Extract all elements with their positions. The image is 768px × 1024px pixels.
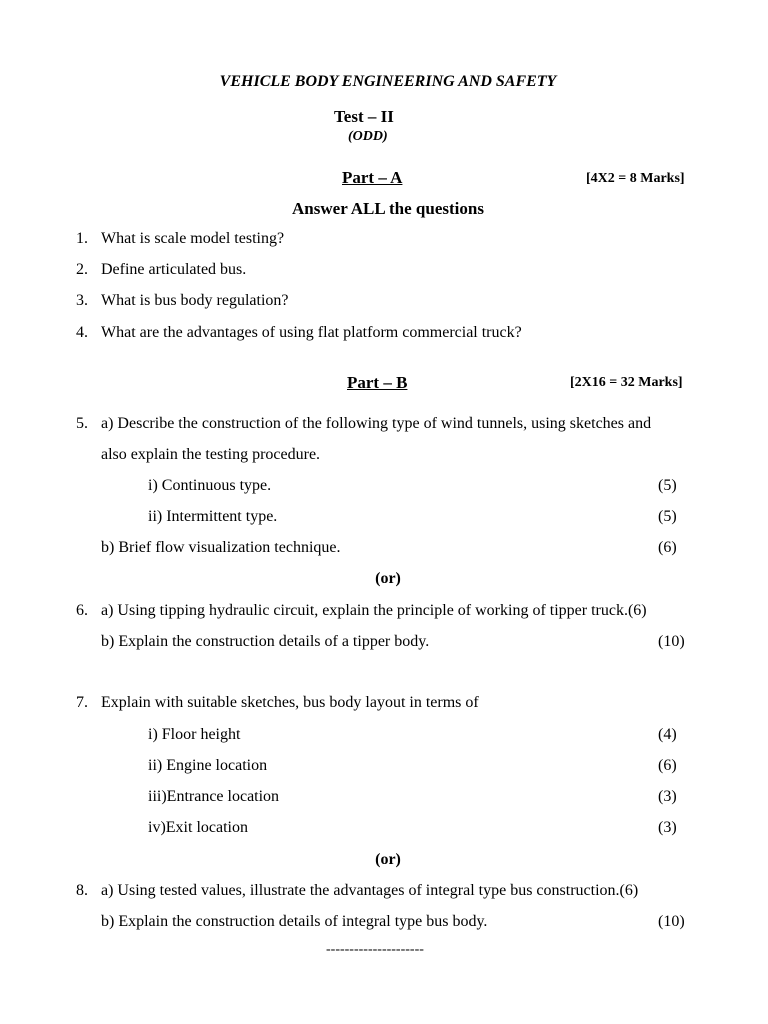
question-number: 7. (76, 694, 88, 711)
or-separator: (or) (375, 851, 401, 868)
end-rule: --------------------- (326, 942, 424, 957)
sub-question: i) Floor height (148, 726, 241, 743)
question-text: a) Using tipping hydraulic circuit, explain the principle of working of tipper truck.(6) (101, 602, 647, 619)
sub-question: ii) Intermittent type. (148, 508, 278, 525)
question-text: also explain the testing procedure. (101, 446, 321, 463)
question-marks: (6) (658, 757, 677, 774)
session-label: (ODD) (348, 129, 388, 144)
question-marks: (4) (658, 726, 677, 743)
question-text: What are the advantages of using flat platform commercial truck? (101, 324, 522, 341)
question-text: a) Using tested values, illustrate the advantages of integral type bus construction.(6) (101, 882, 639, 899)
question-number: 4. (76, 324, 88, 341)
question-number: 2. (76, 261, 88, 278)
question-number: 1. (76, 230, 88, 247)
part-b-heading: Part – B (347, 373, 408, 392)
sub-question: iii)Entrance location (148, 788, 280, 805)
question-marks: (3) (658, 819, 677, 836)
part-a-marks: [4X2 = 8 Marks] (586, 171, 685, 186)
question-text: What is bus body regulation? (101, 292, 289, 309)
question-text: b) Explain the construction details of a tipper body. (101, 633, 430, 650)
part-a-instruction: Answer ALL the questions (292, 199, 484, 218)
sub-question: iv)Exit location (148, 819, 248, 836)
question-number: 8. (76, 882, 88, 899)
part-b-marks: [2X16 = 32 Marks] (570, 375, 683, 390)
question-text: What is scale model testing? (101, 230, 285, 247)
question-marks: (6) (658, 539, 677, 556)
part-a-heading: Part – A (342, 168, 403, 187)
question-marks: (5) (658, 508, 677, 525)
question-marks: (10) (658, 633, 685, 650)
test-label: Test – II (334, 107, 394, 126)
question-marks: (10) (658, 913, 685, 930)
question-text: Explain with suitable sketches, bus body layout in terms of (101, 694, 479, 711)
exam-title: VEHICLE BODY ENGINEERING AND SAFETY (219, 73, 557, 90)
question-text: b) Explain the construction details of integral type bus body. (101, 913, 488, 930)
question-text: Define articulated bus. (101, 261, 247, 278)
question-number: 5. (76, 415, 88, 432)
sub-question: i) Continuous type. (148, 477, 272, 494)
question-number: 6. (76, 602, 88, 619)
question-number: 3. (76, 292, 88, 309)
question-text: b) Brief flow visualization technique. (101, 539, 341, 556)
question-text: a) Describe the construction of the following type of wind tunnels, using sketches and (101, 415, 652, 432)
or-separator: (or) (375, 570, 401, 587)
question-marks: (3) (658, 788, 677, 805)
sub-question: ii) Engine location (148, 757, 268, 774)
question-marks: (5) (658, 477, 677, 494)
